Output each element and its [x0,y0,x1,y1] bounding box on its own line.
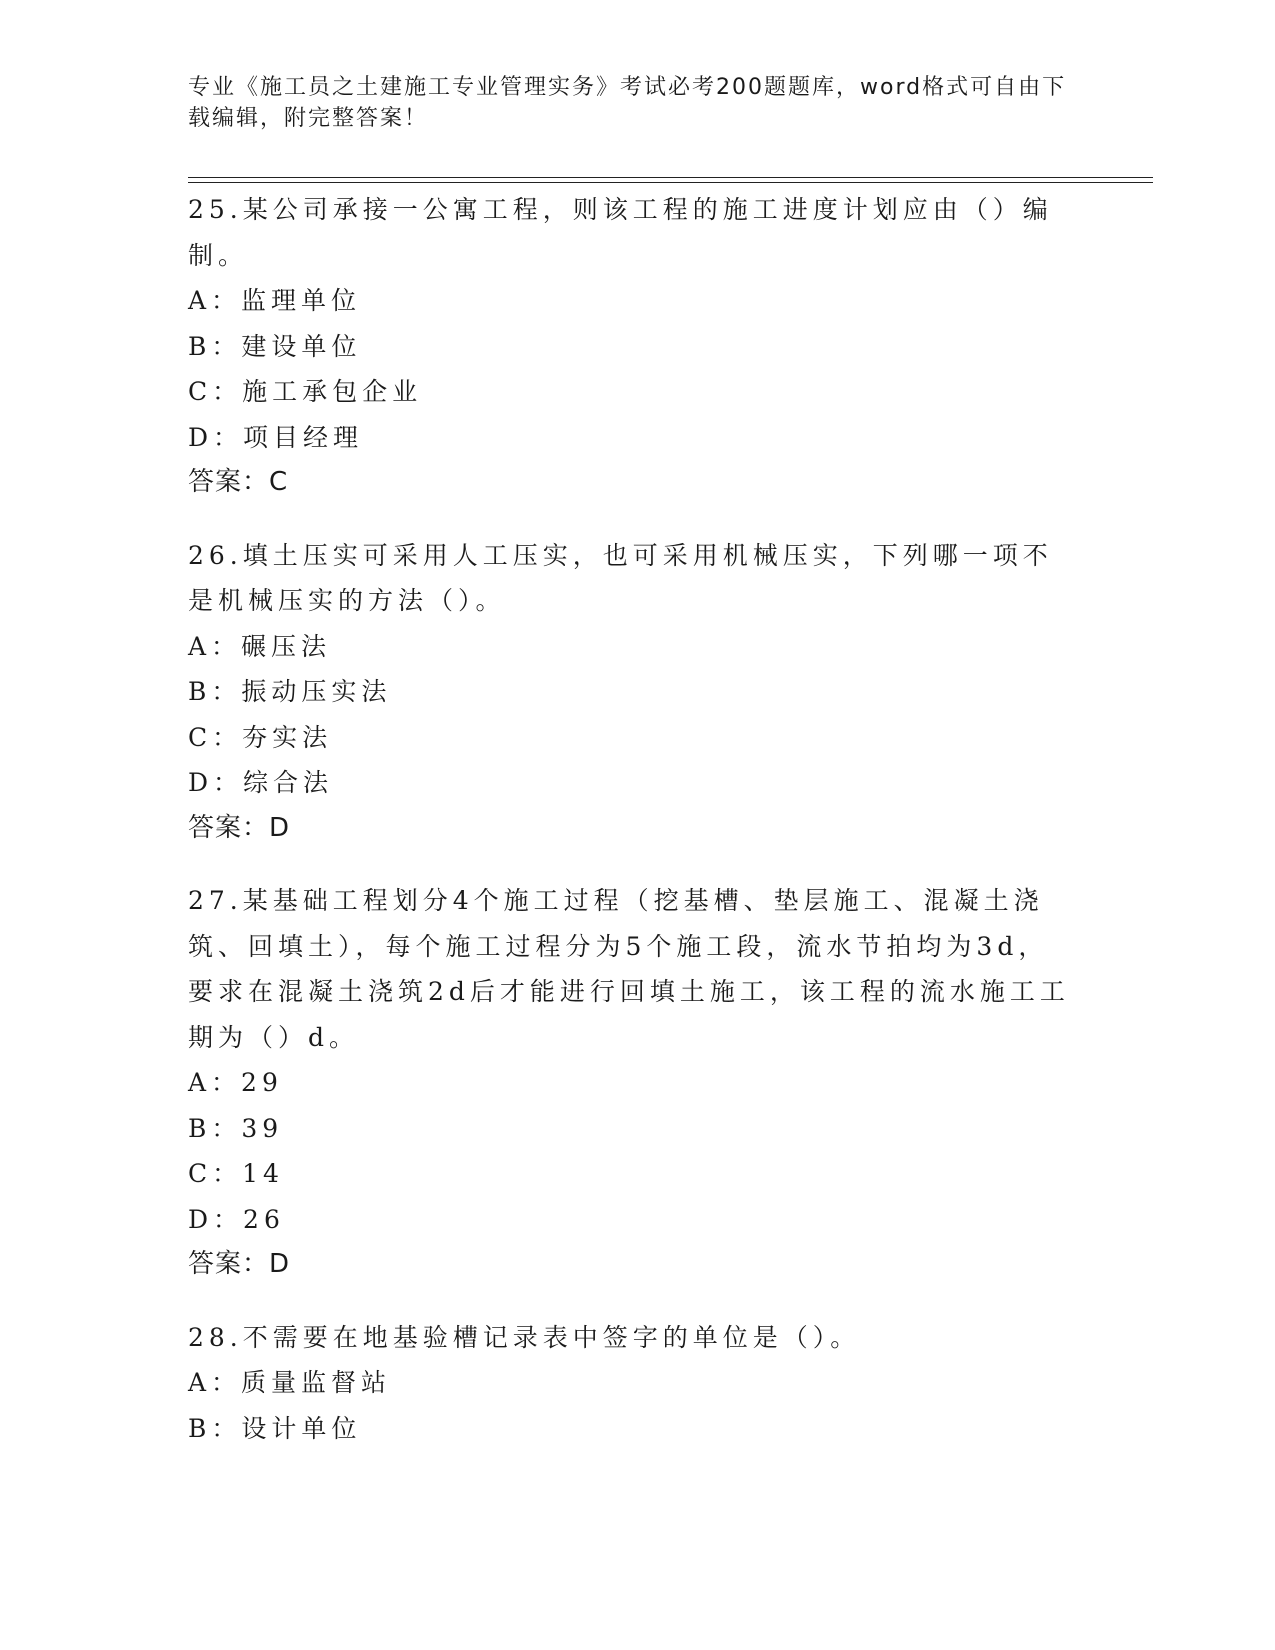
answer: 答案：D [188,812,291,843]
header-rule-bottom [188,182,1153,183]
option-c: C：夯实法 [188,722,333,752]
option-a: A：29 [188,1068,283,1097]
document-header: 专业《施工员之土建施工专业管理实务》考试必考200题题库，word格式可自由下载编辑，附完整答案！ [188,75,1067,131]
question-25 [188,187,1088,506]
question-list [188,187,1088,1478]
answer: 答案：C [188,467,289,497]
question-26 [188,533,1088,852]
header-rule-top [188,177,1153,178]
option-a: A：碾压法 [188,631,332,661]
option-d: D：项目经理 [188,422,364,452]
question-28 [188,1315,1088,1452]
answer: 答案：D [188,1249,291,1279]
question-27 [188,878,1088,1288]
option-a: A：质量监督站 [188,1368,392,1397]
option-b: B：设计单位 [188,1413,362,1443]
option-b: B：振动压实法 [188,677,392,706]
option-d: D：26 [188,1204,285,1234]
option-b: B：建设单位 [188,331,362,361]
question-stem: 28.不需要在地基验槽记录表中签字的单位是（）。 [188,1322,861,1352]
option-c: C：14 [188,1159,284,1188]
question-stem: 25.某公司承接一公寓工程，则该工程的施工进度计划应由（）编制。 [188,195,1053,270]
option-d: D：综合法 [188,768,334,797]
option-c: C：施工承包企业 [188,377,423,406]
option-a: A：监理单位 [188,286,362,315]
question-stem: 27.某基础工程划分4个施工过程（挖基槽、垫层施工、混凝土浇筑、回填土），每个施工过程分为5个施工段，流水节拍均为3d，要求在混凝土浇筑2d后才能进行回填土施工，该工程的流水施工工期为（）d。 [188,886,1070,1052]
option-b: B：39 [188,1113,284,1143]
question-stem: 26.填土压实可采用人工压实，也可采用机械压实，下列哪一项不是机械压实的方法（）。 [188,540,1053,615]
